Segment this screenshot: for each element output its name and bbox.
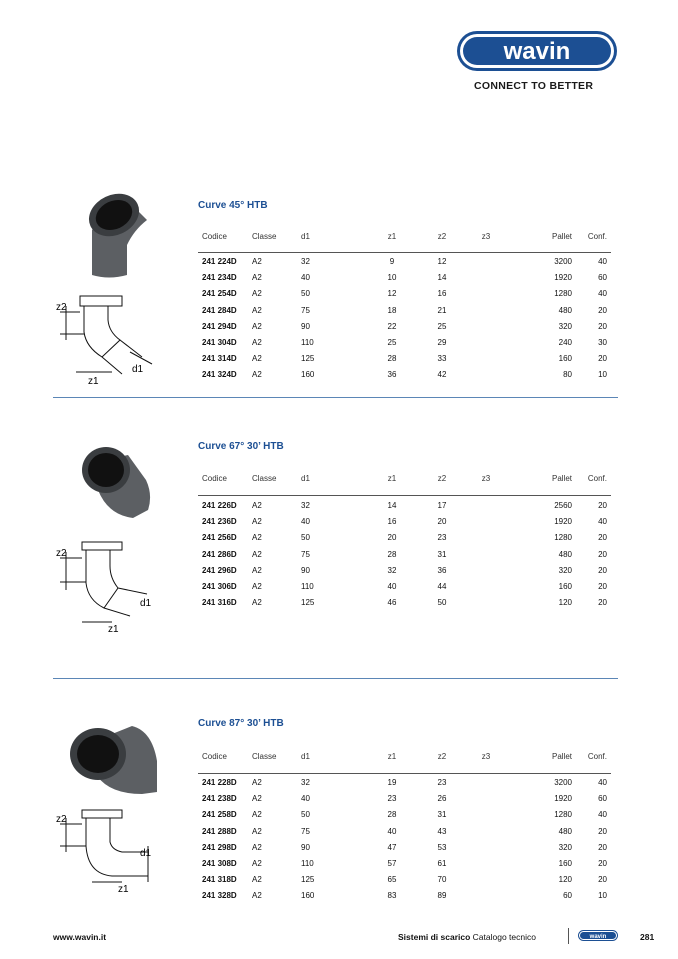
- cell-code: 241 284D: [202, 305, 237, 315]
- cell-cls: A2: [252, 273, 262, 283]
- cell-cont: 60: [598, 794, 607, 804]
- cell-cont: 20: [598, 565, 607, 575]
- cell-cont: 10: [598, 891, 607, 901]
- section-title: Curve 45° HTB: [198, 200, 268, 211]
- cell-z2: 17: [437, 501, 447, 510]
- cell-d1: 32: [301, 778, 310, 787]
- cell-pallet: 1280: [554, 289, 572, 299]
- cell-d1: 90: [301, 321, 310, 331]
- footer-catalog-bold: Sistemi di scarico: [398, 932, 471, 942]
- wavin-logo: [456, 30, 618, 72]
- column-header-pallet: Pallet: [551, 474, 572, 483]
- cell-z2: 16: [437, 289, 447, 299]
- cell-pallet: 320: [558, 842, 572, 852]
- column-header-cls: Classe: [252, 474, 277, 483]
- z2-label: z2: [56, 814, 67, 825]
- cell-z1: 12: [387, 289, 397, 299]
- cell-cls: A2: [252, 354, 262, 364]
- cell-cls: A2: [252, 549, 262, 559]
- cell-z2: 61: [437, 859, 447, 868]
- cell-z1: 22: [387, 321, 397, 331]
- cell-cls: A2: [252, 794, 262, 804]
- cell-cls: A2: [252, 565, 262, 575]
- cell-code: 241 306D: [202, 582, 237, 591]
- cell-code: 241 286D: [202, 549, 237, 559]
- column-header-cont: Conf.: [587, 232, 607, 241]
- cell-cls: A2: [252, 321, 262, 331]
- cell-d1: 75: [301, 826, 310, 836]
- cell-code: 241 236D: [202, 517, 237, 527]
- cell-pallet: 2560: [554, 501, 572, 510]
- cell-cls: A2: [252, 810, 262, 820]
- cell-z1: 19: [387, 778, 397, 787]
- cell-code: 241 324D: [202, 370, 237, 380]
- cell-code: 241 328D: [202, 891, 237, 901]
- diagram-87: [52, 806, 162, 896]
- cell-z1: 46: [387, 598, 397, 608]
- cell-cls: A2: [252, 533, 262, 543]
- cell-z2: 23: [437, 533, 447, 543]
- column-header-pallet: Pallet: [551, 232, 572, 241]
- cell-z1: 83: [387, 891, 397, 901]
- cell-z2: 53: [437, 842, 447, 852]
- cell-z1: 65: [387, 875, 397, 885]
- column-header-z1: z1: [387, 752, 397, 761]
- cell-z1: 14: [387, 501, 397, 510]
- cell-code: 241 224D: [202, 257, 237, 266]
- cell-z1: 40: [387, 826, 397, 836]
- cell-z1: 40: [387, 582, 397, 591]
- cell-pallet: 160: [558, 582, 572, 591]
- cell-z2: 12: [437, 257, 447, 266]
- cell-code: 241 298D: [202, 842, 237, 852]
- cell-d1: 90: [301, 565, 310, 575]
- cell-cls: A2: [252, 338, 262, 347]
- cell-cont: 20: [598, 321, 607, 331]
- cell-z2: 33: [437, 354, 447, 364]
- cell-code: 241 258D: [202, 810, 237, 820]
- cell-d1: 125: [301, 354, 315, 364]
- cell-pallet: 240: [558, 338, 572, 347]
- cell-pallet: 160: [558, 354, 572, 364]
- column-header-z2: z2: [437, 474, 447, 483]
- cell-pallet: 80: [563, 370, 572, 380]
- cell-pallet: 120: [558, 598, 572, 608]
- section-title: Curve 87° 30’ HTB: [198, 718, 284, 729]
- cell-cont: 40: [598, 289, 607, 299]
- cell-d1: 40: [301, 273, 310, 283]
- cell-z2: 89: [437, 891, 447, 901]
- cell-cont: 40: [598, 810, 607, 820]
- cell-d1: 110: [301, 338, 314, 347]
- cell-z2: 36: [437, 565, 447, 575]
- cell-code: 241 238D: [202, 794, 237, 804]
- cell-code: 241 288D: [202, 826, 237, 836]
- column-header-d1: d1: [301, 474, 310, 483]
- cell-z1: 32: [387, 565, 397, 575]
- cell-z2: 43: [437, 826, 447, 836]
- cell-cont: 10: [598, 370, 607, 380]
- footer-logo-text: wavin: [589, 934, 607, 940]
- cell-z2: 23: [437, 778, 447, 787]
- footer-wavin-logo: [578, 930, 618, 941]
- cell-z2: 25: [437, 321, 447, 331]
- column-header-z3: z3: [481, 232, 491, 241]
- cell-d1: 160: [301, 370, 315, 380]
- column-header-z3: z3: [481, 474, 491, 483]
- d1-label: d1: [140, 598, 152, 609]
- cell-cls: A2: [252, 501, 262, 510]
- cell-cls: A2: [252, 891, 262, 901]
- cell-cont: 20: [598, 859, 607, 868]
- cell-z1: 57: [387, 859, 397, 868]
- cell-cont: 20: [598, 354, 607, 364]
- cell-cont: 20: [598, 875, 607, 885]
- cell-code: 241 234D: [202, 273, 237, 283]
- diagram-45: [52, 292, 162, 387]
- column-header-cls: Classe: [252, 232, 277, 241]
- cell-d1: 32: [301, 257, 310, 266]
- cell-code: 241 318D: [202, 875, 237, 885]
- footer-catalog-rest: Catalogo tecnico: [470, 932, 536, 942]
- cell-z2: 31: [437, 810, 447, 820]
- column-header-cont: Conf.: [587, 752, 607, 761]
- cell-code: 241 294D: [202, 321, 237, 331]
- cell-pallet: 320: [558, 321, 572, 331]
- cell-z2: 21: [437, 305, 447, 315]
- cell-d1: 90: [301, 842, 310, 852]
- cell-pallet: 1920: [554, 273, 572, 283]
- cell-code: 241 256D: [202, 533, 237, 543]
- cell-pallet: 1920: [554, 794, 572, 804]
- cell-z1: 47: [387, 842, 397, 852]
- cell-d1: 40: [301, 517, 310, 527]
- section-title: Curve 67° 30’ HTB: [198, 441, 284, 452]
- d1-label: d1: [140, 848, 152, 859]
- column-header-cont: Conf.: [587, 474, 607, 483]
- cell-z1: 28: [387, 810, 397, 820]
- cell-z1: 9: [389, 257, 395, 266]
- header-rule: [198, 773, 611, 774]
- cell-pallet: 480: [558, 549, 572, 559]
- cell-cont: 20: [598, 305, 607, 315]
- cell-code: 241 226D: [202, 501, 237, 510]
- cell-code: 241 308D: [202, 859, 237, 868]
- cell-pallet: 1280: [554, 533, 572, 543]
- cell-cls: A2: [252, 582, 262, 591]
- cell-cont: 30: [598, 338, 607, 347]
- column-header-code: Codice: [202, 752, 227, 761]
- cell-pallet: 160: [558, 859, 572, 868]
- cell-z1: 16: [387, 517, 397, 527]
- cell-cont: 20: [598, 842, 607, 852]
- header-rule: [198, 495, 611, 496]
- section-separator: [53, 397, 618, 398]
- cell-pallet: 1920: [554, 517, 572, 527]
- cell-code: 241 314D: [202, 354, 237, 364]
- z2-label: z2: [56, 548, 67, 559]
- cell-d1: 75: [301, 305, 310, 315]
- z1-label: z1: [88, 376, 99, 387]
- cell-d1: 50: [301, 289, 310, 299]
- cell-code: 241 228D: [202, 778, 237, 787]
- pipe-bend-87-photo: [62, 716, 162, 796]
- cell-cont: 20: [598, 582, 607, 591]
- cell-z2: 42: [437, 370, 447, 380]
- z1-label: z1: [118, 884, 129, 895]
- cell-z2: 26: [437, 794, 447, 804]
- cell-d1: 110: [301, 859, 314, 868]
- column-header-d1: d1: [301, 752, 310, 761]
- cell-cls: A2: [252, 859, 262, 868]
- column-header-cls: Classe: [252, 752, 277, 761]
- cell-z1: 28: [387, 549, 397, 559]
- cell-z1: 20: [387, 533, 397, 543]
- column-header-d1: d1: [301, 232, 310, 241]
- footer-divider: [568, 928, 569, 944]
- d1-label: d1: [132, 364, 144, 375]
- cell-cls: A2: [252, 305, 262, 315]
- cell-d1: 160: [301, 891, 315, 901]
- cell-cont: 20: [598, 826, 607, 836]
- cell-cls: A2: [252, 517, 262, 527]
- cell-cont: 20: [598, 598, 607, 608]
- footer-url[interactable]: www.wavin.it: [53, 932, 107, 942]
- cell-z1: 10: [387, 273, 397, 283]
- cell-z2: 50: [437, 598, 447, 608]
- cell-d1: 125: [301, 598, 315, 608]
- cell-d1: 110: [301, 582, 314, 591]
- cell-z2: 44: [437, 582, 447, 591]
- column-header-z1: z1: [387, 474, 397, 483]
- z2-label: z2: [56, 302, 67, 313]
- cell-z2: 14: [437, 273, 447, 283]
- cell-z1: 28: [387, 354, 397, 364]
- cell-cont: 20: [598, 533, 607, 543]
- cell-pallet: 320: [558, 565, 572, 575]
- column-header-code: Codice: [202, 232, 227, 241]
- cell-cls: A2: [252, 778, 262, 787]
- cell-cls: A2: [252, 875, 262, 885]
- z1-label: z1: [108, 624, 119, 633]
- footer-catalog: [398, 932, 536, 942]
- cell-z2: 31: [437, 549, 447, 559]
- header-rule: [198, 252, 611, 253]
- column-header-z1: z1: [387, 232, 397, 241]
- cell-d1: 75: [301, 549, 310, 559]
- cell-code: 241 254D: [202, 289, 237, 299]
- column-header-z2: z2: [437, 752, 447, 761]
- cell-pallet: 60: [563, 891, 572, 901]
- cell-cls: A2: [252, 598, 262, 608]
- cell-cls: A2: [252, 257, 262, 266]
- logo-text: wavin: [503, 38, 571, 65]
- cell-pallet: 1280: [554, 810, 572, 820]
- column-header-pallet: Pallet: [551, 752, 572, 761]
- column-header-code: Codice: [202, 474, 227, 483]
- cell-pallet: 3200: [554, 257, 572, 266]
- column-header-z2: z2: [437, 232, 447, 241]
- cell-z1: 36: [387, 370, 397, 380]
- cell-cont: 40: [598, 257, 607, 266]
- diagram-67: [52, 538, 162, 633]
- cell-cont: 40: [598, 778, 607, 787]
- cell-cls: A2: [252, 826, 262, 836]
- cell-z2: 70: [437, 875, 447, 885]
- cell-z1: 18: [387, 305, 397, 315]
- cell-code: 241 304D: [202, 338, 237, 347]
- page-number: 281: [640, 932, 655, 942]
- cell-z1: 25: [387, 338, 397, 347]
- cell-cont: 40: [598, 517, 607, 527]
- cell-cls: A2: [252, 289, 262, 299]
- cell-pallet: 480: [558, 305, 572, 315]
- cell-d1: 50: [301, 533, 310, 543]
- cell-d1: 40: [301, 794, 310, 804]
- cell-cont: 20: [598, 549, 607, 559]
- pipe-bend-45-photo: [72, 190, 162, 282]
- cell-pallet: 120: [558, 875, 572, 885]
- cell-cont: 20: [598, 501, 607, 510]
- cell-pallet: 3200: [554, 778, 572, 787]
- cell-z2: 29: [437, 338, 447, 347]
- cell-code: 241 296D: [202, 565, 237, 575]
- cell-d1: 50: [301, 810, 310, 820]
- section-separator: [53, 678, 618, 679]
- cell-pallet: 480: [558, 826, 572, 836]
- cell-d1: 32: [301, 501, 310, 510]
- cell-z1: 23: [387, 794, 397, 804]
- cell-cls: A2: [252, 842, 262, 852]
- cell-d1: 125: [301, 875, 315, 885]
- cell-cont: 60: [598, 273, 607, 283]
- cell-z2: 20: [437, 517, 447, 527]
- cell-code: 241 316D: [202, 598, 237, 608]
- column-header-z3: z3: [481, 752, 491, 761]
- tagline: CONNECT TO BETTER: [474, 80, 594, 92]
- cell-cls: A2: [252, 370, 262, 380]
- pipe-bend-67-photo: [68, 440, 163, 525]
